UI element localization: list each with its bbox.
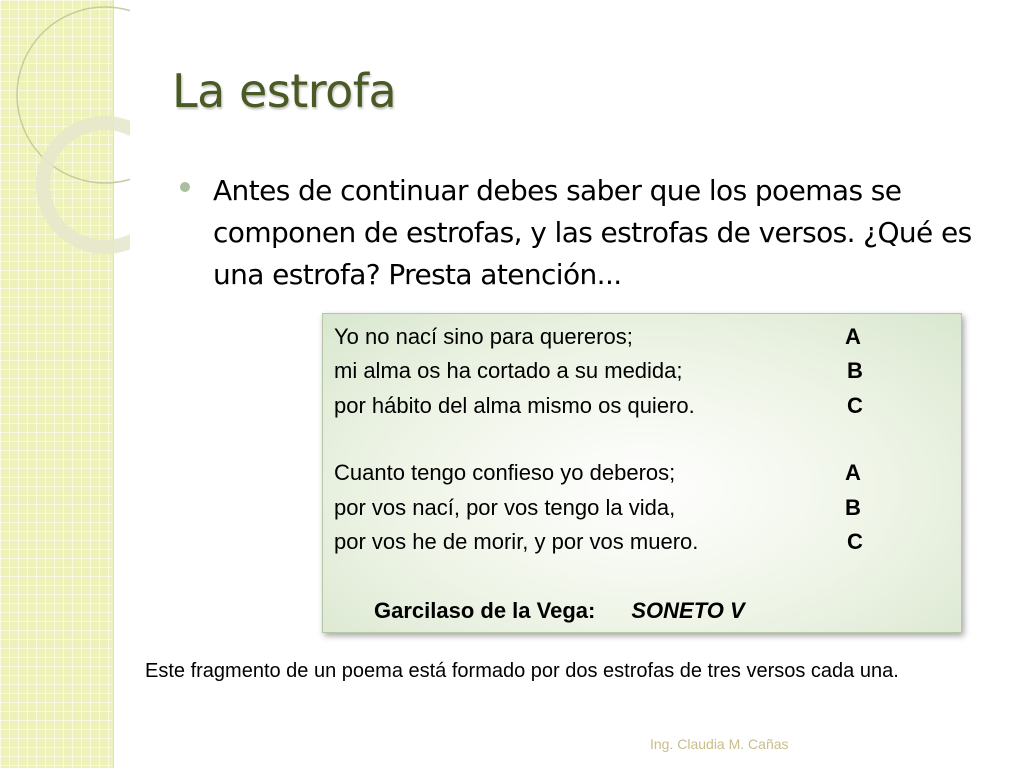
explanation-note: Este fragmento de un poema está formado por dos estrofas de tres versos cada una. (145, 660, 899, 682)
verse-line: por vos nací, por vos tengo la vida, (334, 495, 676, 520)
verse-line: por vos he de morir, y por vos muero. (334, 529, 699, 554)
poem-work-title: SONETO V (631, 598, 745, 623)
bullet-item (180, 170, 1000, 296)
verse-line: Yo no nací sino para quereros; (334, 324, 633, 349)
slide-title: La estrofa (172, 64, 397, 118)
bullet-text: Antes de continuar debes saber que los poemas se componen de estrofas, y las estrofas de versos. ¿Qué es una estrofa? Presta atención... (213, 174, 972, 291)
poem-box (322, 313, 962, 633)
poem-attribution (374, 598, 745, 624)
poem-author: Garcilaso de la Vega: (374, 598, 596, 623)
rhyme-letter: B (845, 495, 861, 520)
verse-line: Cuanto tengo confieso yo deberos; (334, 460, 676, 485)
rhyme-letter: C (847, 529, 863, 554)
rhyme-letter: B (847, 358, 863, 383)
verse-line: mi alma os ha cortado a su medida; (334, 358, 683, 383)
bullet-dot-icon (180, 182, 190, 192)
decorative-rings (0, 0, 130, 260)
rhyme-letter: A (845, 460, 861, 485)
rhyme-letter: C (847, 393, 863, 418)
verse-line: por hábito del alma mismo os quiero. (334, 393, 695, 418)
footer-author: Ing. Claudia M. Cañas (650, 736, 789, 752)
rhyme-letter: A (845, 324, 861, 349)
